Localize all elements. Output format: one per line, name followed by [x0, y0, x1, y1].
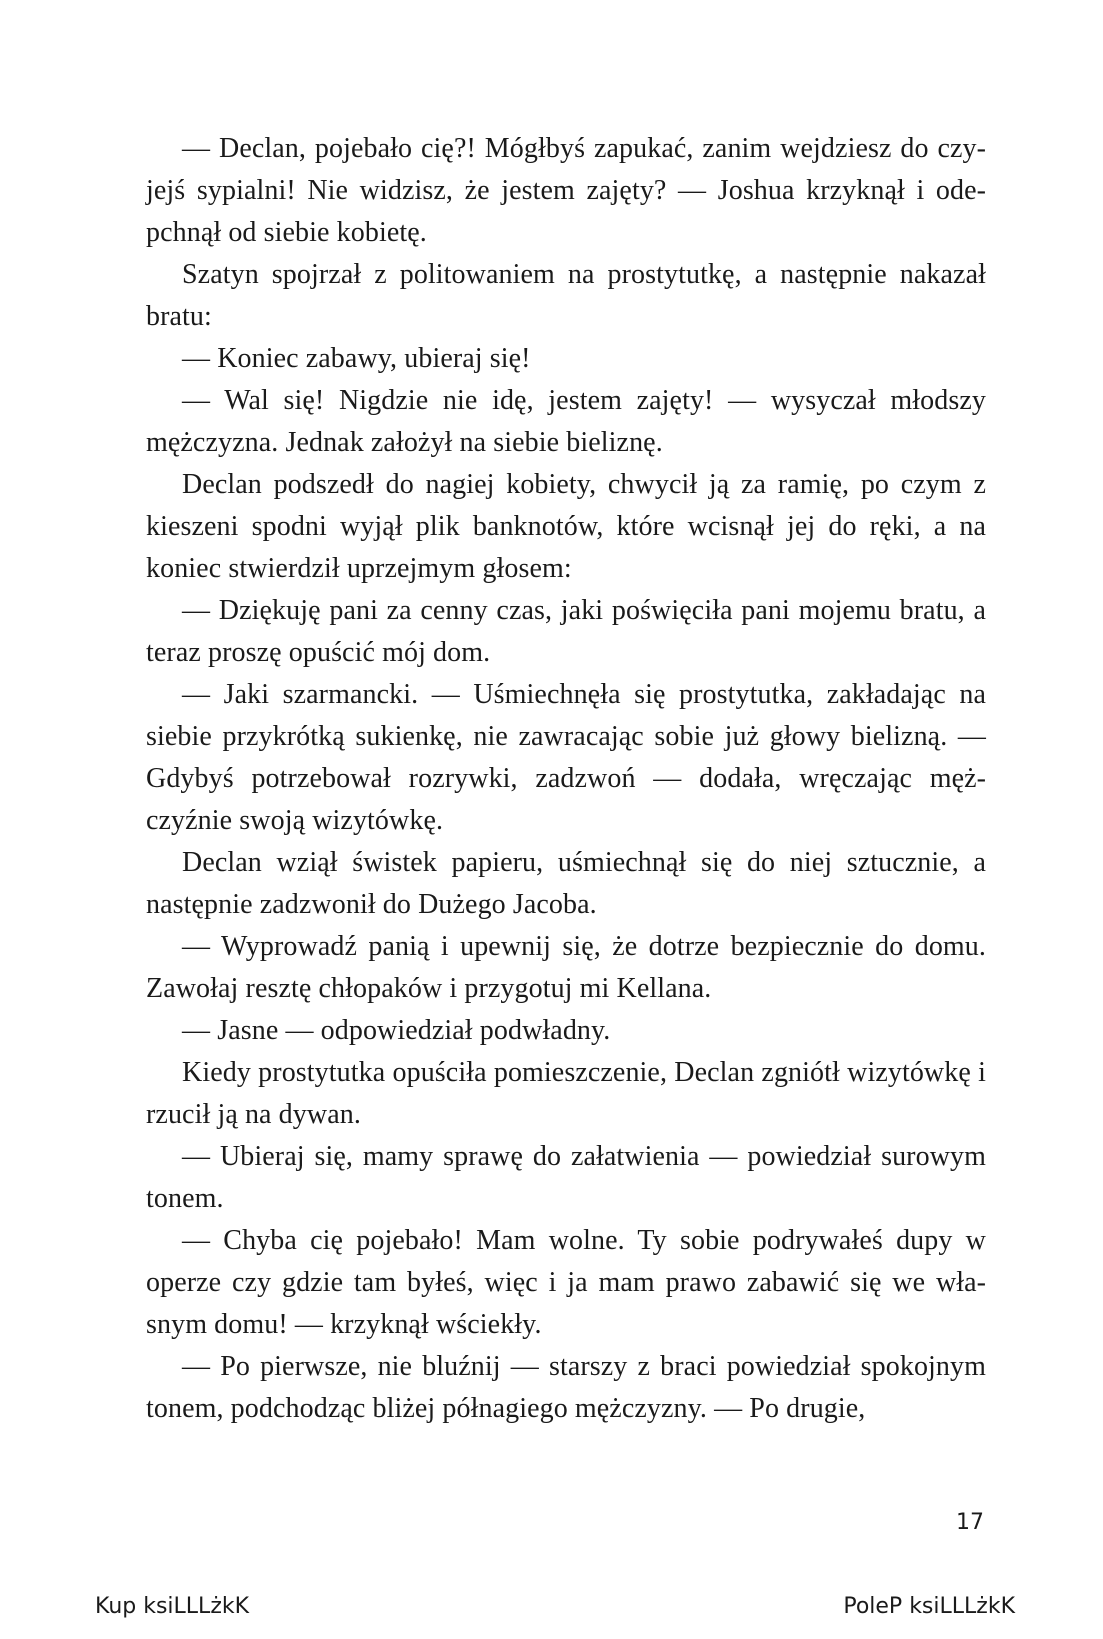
paragraph: — Jasne — odpowiedział podwładny.: [182, 1015, 611, 1046]
paragraph: — Wyprowadź panią i upewnij się, że dotrze bezpiecznie do domu. Zawołaj resztę chłopaków i przygotuj mi Kellana.: [146, 931, 986, 1004]
paragraph: Szatyn spojrzał z politowaniem na prostytutkę, a następnie nakazał bratu:: [146, 259, 986, 332]
paragraph: Declan podszedł do nagiej kobiety, chwycił ją za ramię, po czym z kieszeni spodni wyjął plik banknotów, które wcisnął jej do ręki, a na koniec stwierdził uprzejmym głosem:: [146, 469, 986, 584]
paragraph: — Dziękuję pani za cenny czas, jaki poświęciła pani mojemu bratu, a teraz proszę opuścić mój dom.: [146, 595, 986, 668]
paragraph: Kiedy prostytutka opuściła pomieszczenie, Declan zgniótł wizytówkę i rzucił ją na dywan.: [146, 1057, 986, 1130]
paragraph: — Declan, pojebało cię?! Mógłbyś zapukać, zanim wejdziesz do czyjejś sypialni! Nie widzisz, że jestem zajęty? — Joshua krzyknął i odepchnął od siebie kobietę.: [146, 133, 986, 248]
paragraph: — Ubieraj się, mamy sprawę do załatwienia — powiedział surowym tonem.: [146, 1141, 986, 1214]
paragraph: — Jaki szarmancki. — Uśmiechnęła się prostytutka, zakładając na siebie przykrótką sukienkę, nie zawracając sobie już głowy bielizną. — Gdybyś potrzebował rozrywki, zadzwoń — dodała, wręczając mężczyźnie swoją wizytówkę.: [146, 679, 986, 836]
page-number: 17: [956, 1510, 984, 1535]
buy-book-link[interactable]: Kup ksiLLLżkK: [95, 1594, 250, 1619]
paragraph: — Koniec zabawy, ubieraj się!: [182, 343, 531, 374]
paragraph: — Wal się! Nigdzie nie idę, jestem zajęty! — wysyczał młodszy mężczyzna. Jednak założył na siebie bieliznę.: [146, 385, 986, 458]
paragraph: Declan wziął świstek papieru, uśmiechnął się do niej sztucznie, a następnie zadzwonił do Dużego Jacoba.: [146, 847, 986, 920]
paragraph: — Po pierwsze, nie bluźnij — starszy z braci powiedział spokojnym tonem, podchodząc bliżej półnagiego mężczyzny. — Po drugie,: [146, 1351, 986, 1424]
page-body-text: [146, 128, 986, 1430]
recommend-book-link[interactable]: PoleP ksiLLLżkK: [843, 1594, 1015, 1619]
paragraph: — Chyba cię pojebało! Mam wolne. Ty sobie podrywałeś dupy w operze czy gdzie tam byłeś, więc i ja mam prawo zabawić się we własnym domu! — krzyknął wściekły.: [146, 1225, 986, 1340]
